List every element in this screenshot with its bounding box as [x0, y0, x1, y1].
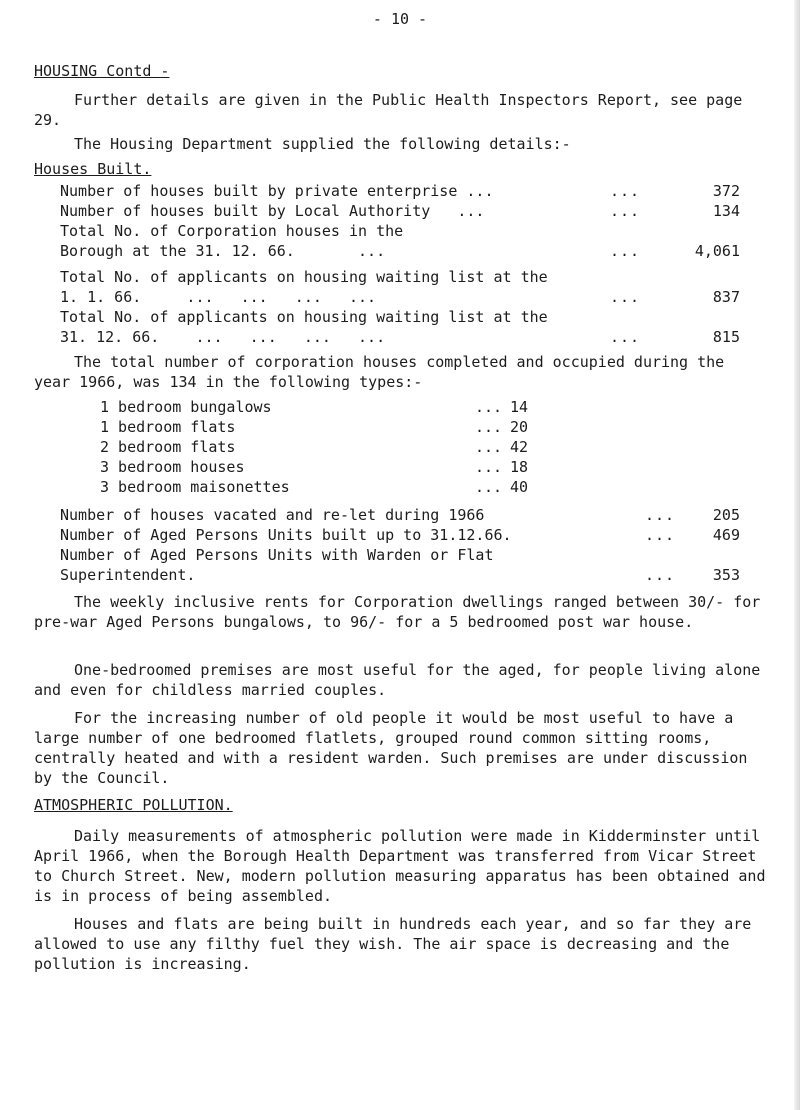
houses-flats-paragraph: Houses and flats are being built in hundreds each year, and so far they are allowed to use any filthy fuel they wish. The air space is decreasing and the pollution is increasing.	[34, 915, 752, 973]
old-people-paragraph: For the increasing number of old people it would be most useful to have a large number of one bedroomed flatlets, grouped round common sitting rooms, centrally heated and with a resident warden. Such premises are under discussion by the Council.	[34, 709, 748, 787]
type-label: 1 bedroom flats	[100, 418, 236, 436]
one-bed-paragraph: One-bedroomed premises are most useful for the aged, for people living alone and even for childless married couples.	[34, 661, 761, 699]
stat-value: 837	[712, 288, 740, 306]
stat-label: Number of houses vacated and re-let during 1966	[60, 506, 485, 524]
stat-label: Superintendent.	[60, 566, 196, 584]
type-row	[100, 398, 580, 418]
stat-value: 205	[712, 506, 740, 524]
stat-row	[60, 506, 740, 526]
stat-label: 1. 1. 66. ... ... ... ...	[60, 288, 377, 306]
type-value: 18	[510, 458, 529, 476]
housing-heading: HOUSING Contd -	[34, 62, 170, 80]
completed-paragraph: The total number of corporation houses completed and occupied during the year 1966, was 134 in the following types:-	[34, 353, 725, 391]
leader-dots: ...	[610, 202, 641, 220]
stat-row	[60, 546, 740, 566]
pollution-heading: ATMOSPHERIC POLLUTION.	[34, 796, 233, 814]
stat-value: 134	[712, 202, 740, 220]
stat-label: Number of houses built by private enterprise ...	[60, 182, 494, 200]
type-label: 2 bedroom flats	[100, 438, 236, 456]
leader-dots: ...	[645, 506, 676, 524]
stat-value: 815	[712, 328, 740, 346]
stat-label: 31. 12. 66. ... ... ... ...	[60, 328, 386, 346]
leader-dots: ...	[475, 438, 503, 456]
leader-dots: ...	[610, 242, 641, 260]
stat-value: 353	[712, 566, 740, 584]
type-value: 40	[510, 478, 529, 496]
stat-row	[60, 202, 740, 222]
stat-label: Number of Aged Persons Units with Warden or Flat	[60, 546, 494, 564]
daily-paragraph: Daily measurements of atmospheric pollution were made in Kidderminster until April 1966, when the Borough Health Department was transferred from Vicar Street to Church Street. New, modern pollution measuring apparatus has been obtained and is in process of being assembled.	[34, 827, 766, 905]
type-label: 3 bedroom houses	[100, 458, 245, 476]
type-value: 20	[510, 418, 529, 436]
stat-value: 469	[712, 526, 740, 544]
leader-dots: ...	[610, 328, 641, 346]
stat-row	[60, 526, 740, 546]
leader-dots: ...	[475, 418, 503, 436]
stat-row	[60, 328, 740, 348]
type-row	[100, 478, 580, 498]
stat-row	[60, 182, 740, 202]
stat-row	[60, 566, 740, 586]
type-row	[100, 458, 580, 478]
intro-paragraph: Further details are given in the Public Health Inspectors Report, see page 29.	[34, 91, 743, 129]
stat-row	[60, 268, 740, 288]
page-number: - 10 -	[372, 10, 428, 28]
leader-dots: ...	[475, 478, 503, 496]
stat-row	[60, 222, 740, 242]
leader-dots: ...	[645, 566, 676, 584]
stat-label: Borough at the 31. 12. 66. ...	[60, 242, 386, 260]
stat-value: 372	[712, 182, 740, 200]
stat-label: Number of Aged Persons Units built up to 31.12.66.	[60, 526, 512, 544]
leader-dots: ...	[475, 458, 503, 476]
type-value: 14	[510, 398, 529, 416]
stat-label: Total No. of applicants on housing waiting list at the	[60, 268, 548, 286]
page-edge	[794, 0, 800, 1110]
stat-label: Total No. of Corporation houses in the	[60, 222, 404, 240]
type-row	[100, 438, 580, 458]
houses-built-heading: Houses Built.	[34, 160, 152, 178]
stat-label: Total No. of applicants on housing waiting list at the	[60, 308, 548, 326]
type-label: 3 bedroom maisonettes	[100, 478, 290, 496]
leader-dots: ...	[610, 288, 641, 306]
rents-paragraph: The weekly inclusive rents for Corporation dwellings ranged between 30/- for pre-war Aged Persons bungalows, to 96/- for a 5 bedroomed post war house.	[34, 593, 761, 631]
type-label: 1 bedroom bungalows	[100, 398, 272, 416]
stat-label: Number of houses built by Local Authority ...	[60, 202, 485, 220]
leader-dots: ...	[645, 526, 676, 544]
type-value: 42	[510, 438, 529, 456]
leader-dots: ...	[610, 182, 641, 200]
stat-row	[60, 308, 740, 328]
stat-value: 4,061	[694, 242, 740, 260]
type-row	[100, 418, 580, 438]
dept-paragraph: The Housing Department supplied the following details:-	[74, 135, 571, 153]
stat-row	[60, 242, 740, 262]
stat-row	[60, 288, 740, 308]
leader-dots: ...	[475, 398, 503, 416]
